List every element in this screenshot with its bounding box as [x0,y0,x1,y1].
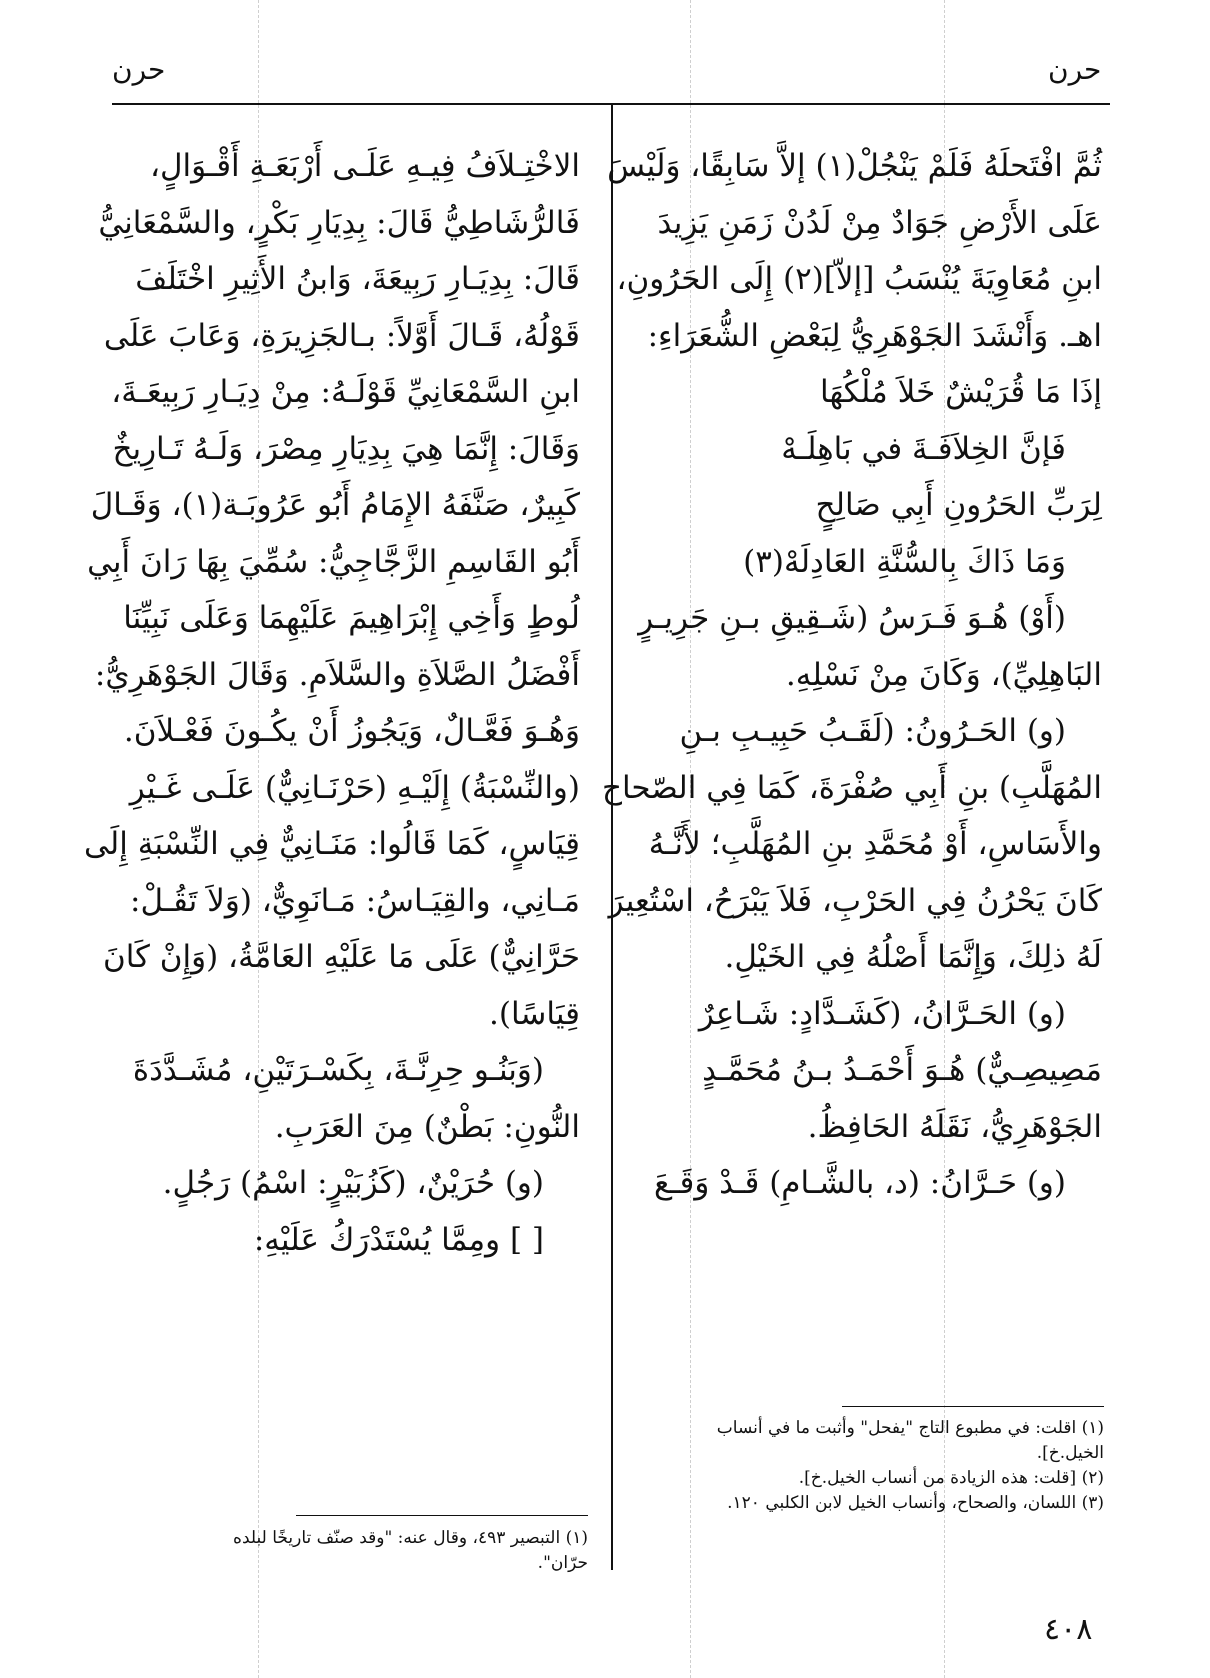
text-line: (و) الحَـرُونُ: (لَقَـبُ حَبِيـبِ بـنِ [679,713,1066,749]
column-divider [611,103,613,1570]
verse-line: فَإنَّ الخِلاَفَـةَ في بَاهِلَـهْ [781,430,1066,467]
text-line: حَرَّانِيٌّ) عَلَى مَا عَلَيْهِ العَامَّةُ، (وَإِنْ كَانَ [102,939,580,975]
text-line: المُهَلَّبِ) بنِ أَبِي صُفْرَةَ، كَمَا فِي الصّحاح [601,769,1102,806]
footnote-line: الخيل.خ]. [1036,1443,1104,1463]
text-line: اهـ. وَأَنْشَدَ الجَوْهَرِيُّ لِبَعْضِ الشُّعَرَاءِ: [647,317,1102,354]
text-line: لُوطٍ وَأَخِي إِبْرَاهِيمَ عَلَيْهِمَا وَعَلَى نَبِيِّنَا [123,600,580,636]
left-column [83,138,580,1268]
footnote-line: (١) التبصير ٤٩٣، وقال عنه: "وقد صنّف تاريخًا لبلده [233,1528,588,1548]
text-line: قَالَ: بِدِيَـارِ رَبِيعَةَ، وَابنُ الأَثِيرِ اخْتَلَفَ [135,261,580,297]
text-line: كَانَ يَحْرُنُ فِي الحَرْبِ، فَلاَ يَبْرَحُ، اسْتُعِيرَ [608,882,1102,919]
text-line: (و) حُرَيْنٌ، (كَزُبَيْرٍ: اسْمُ) رَجُلٍ. [162,1165,544,1201]
footnote-line: (١) اقلت: في مطبوع التاج "يفحل" وأثبت ما في أنساب [716,1418,1104,1438]
footnote-line: (٢) [قلت: هذه الزيادة من أنساب الخيل.خ]. [798,1468,1104,1488]
text-line: قِيَاسٍ، كَمَا قَالُوا: مَنَـانِيٌّ فِي النِّسْبَةِ إِلَى [83,826,580,862]
text-line: (وَبَنُـو حِرِنَّـةَ، بِكَسْـرَتَيْنِ، مُشَـدَّدَةَ [132,1052,544,1088]
text-line: الاخْتِـلاَفُ فِيـهِ عَلَـى أَرْبَعَـةِ أَقْـوَالٍ، [149,148,580,184]
text-line: مَـانِي، والقِيَـاسُ: مَـانَوِيٌّ، (وَلاَ تَقُـلْ: [130,882,580,919]
running-head-right: حرن [1048,53,1102,86]
text-line: (أَوْ) هُـوَ فَـرَسُ (شَـقِيقِ بـنِ جَرِيـرٍ [638,600,1066,636]
text-line: أَفْضَلُ الصَّلاَةِ والسَّلاَمِ. وَقَالَ الجَوْهَرِيُّ: [94,656,580,693]
footnote-rule-left [296,1515,588,1516]
footnote-line: حرّان". [537,1553,588,1573]
text-line: قِيَاسًا). [489,995,580,1032]
text-line: (والنِّسْبَةُ) إِلَيْـهِ (حَرْنَـانِيٌّ) عَلَـى غَـيْرِ [129,769,580,806]
running-head-left: حرن [112,53,166,86]
text-line: الجَوْهَرِيُّ، نَقَلَهُ الحَافِظُ. [807,1108,1102,1145]
text-line: ابنِ مُعَاوِيَةَ يُنْسَبُ [إلاّ](٢) إِلَى الحَرُونِ، [616,261,1102,297]
footnote-rule-right [842,1406,1104,1407]
text-line: أَبُو القَاسِمِ الزَّجَّاجِيُّ: سُمِّيَ بِهَا رَانَ أَبِي [87,543,580,580]
footnote-line: (٣) اللسان، والصحاح، وأنساب الخيل لابن الكلبي ١٢٠. [727,1493,1104,1513]
page-number: ٤٠٨ [1044,1612,1093,1647]
footnotes-left [130,1526,588,1576]
text-line: [ ] ومِمَّا يُسْتَدْرَكُ عَلَيْهِ: [253,1221,544,1258]
text-line: النُّونِ: بَطْنٌ) مِنَ العَرَبِ. [274,1108,580,1145]
text-line: كَبِيرٌ، صَنَّفَهُ الإِمَامُ أَبُو عَرُوبَـة(١)، وَقَـالَ [90,487,580,523]
text-line: (و) الحَـرَّانُ، (كَشَـدَّادٍ: شَـاعِرٌ [698,995,1066,1032]
text-line: قَوْلُهُ، قَـالَ أَوَّلاً: بـالجَزِيرَةِ، وَعَابَ عَلَى [103,317,580,354]
text-line: وَقَالَ: إِنَّمَا هِيَ بِدِيَارِ مِصْرَ، وَلَـهُ تَـارِيخٌ [112,430,580,467]
text-line: والأَسَاسِ، أَوْ مُحَمَّدِ بنِ المُهَلَّبِ؛ لأَنَّـهُ [648,826,1102,862]
verse-line: لِرَبِّ الحَرُونِ أَبِي صَالِحٍ [815,487,1102,523]
text-line: وَهُـوَ فَعَّـالٌ، وَيَجُوزُ أَنْ يكُـونَ فَعْـلاَنَ. [123,713,580,749]
verse-line: وَمَا ذَاكَ بِالسُّنَّةِ العَادِلَهْ(٣) [743,543,1066,580]
text-line: ثُمَّ افْتَحلَهُ فَلَمْ يَنْجُلْ(١) إلاَّ سَابِقًا، وَلَيْسَ [607,148,1102,184]
text-line: (و) حَـرَّانُ: (د، بالشَّـامِ) قَـدْ وَقَـعَ [653,1165,1066,1201]
text-line: مَصِيصِـيٌّ) هُـوَ أَحْمَـدُ بـنُ مُحَمَّـدٍ [702,1052,1102,1088]
text-line: فَالرُّشَاطِيُّ قَالَ: بِدِيَارِ بَكْرٍ، والسَّمْعَانِيُّ [98,204,580,241]
text-line: البَاهِلِيِّ)، وَكَانَ مِنْ نَسْلِهِ. [785,656,1102,693]
right-column [601,138,1102,1212]
text-line: عَلَى الأَرْضِ جَوَادٌ مِنْ لَدُنْ زَمَنِ يَزِيدَ [657,204,1102,241]
footnotes-right [652,1416,1104,1516]
verse-line: إذَا مَا قُرَيْشٌ خَلاَ مُلْكُهَا [820,374,1102,410]
text-line: ابنِ السَّمْعَانِيِّ قَوْلَـهُ: مِنْ دِيَـارِ رَبِيعَـةَ، [111,374,580,410]
text-line: لَهُ ذلِكَ، وَإِنَّمَا أَصْلُهُ فِي الخَيْلِ. [724,939,1102,975]
